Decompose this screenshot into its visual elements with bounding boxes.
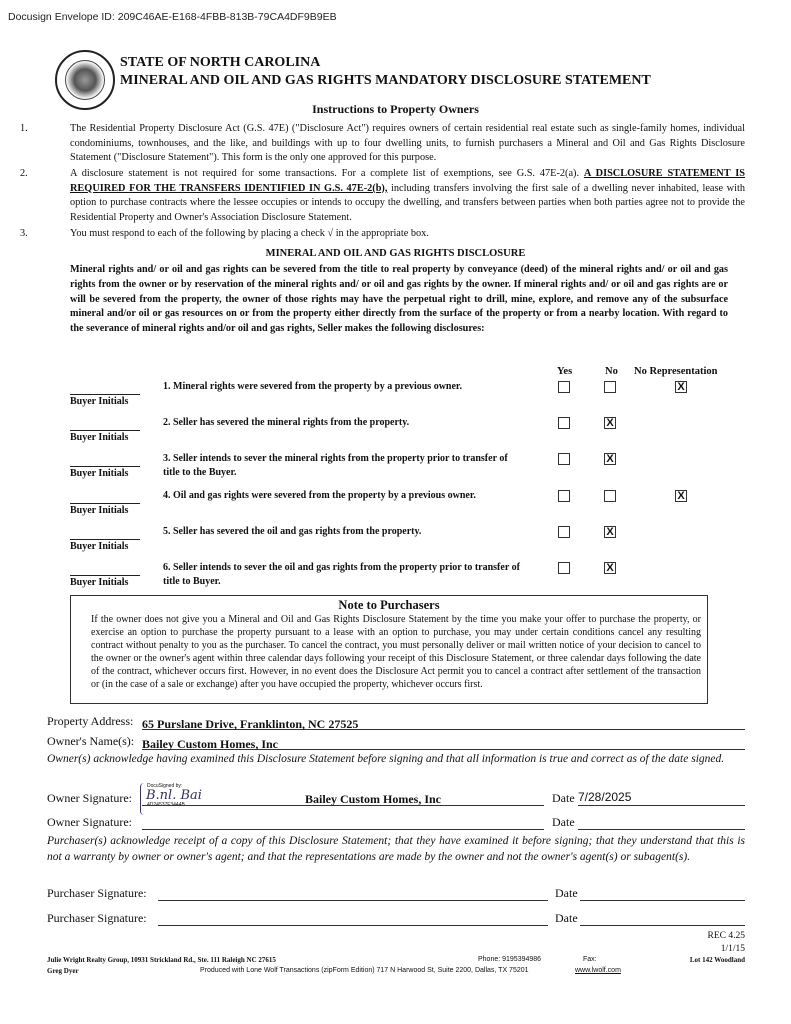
- instruction-1: 1. The Residential Property Disclosure Act (G.S. 47E) ("Disclosure Act") requires owners of certain residential real estate such as single-family homes, individual condominiums, townhouses, and the like, and buildings with up to four dwelling units, to furnish purchasers a Mineral and Oil and Gas Rights Disclosure Statement ("Disclosure Statement"). This form is the only one approved for this purpose.: [20, 123, 745, 164]
- owner-date-2-field[interactable]: [578, 815, 745, 830]
- footer-produced: Produced with Lone Wolf Transactions (zipForm Edition) 717 N Harwood St, Suite 2200, Dallas, TX 75201: [200, 967, 529, 974]
- checkbox-norep-4[interactable]: X: [675, 490, 687, 502]
- owner-signature-2-field[interactable]: [142, 815, 544, 830]
- buyer-initials-3[interactable]: Buyer Initials: [70, 466, 140, 479]
- instruction-3: 3. You must respond to each of the following by placing a check √ in the appropriate box.: [20, 228, 429, 239]
- date-label: Date: [552, 815, 575, 829]
- footer-link[interactable]: www.lwolf.com: [575, 967, 621, 974]
- checkbox-yes-1[interactable]: [558, 381, 570, 393]
- buyer-initials-2[interactable]: Buyer Initials: [70, 430, 140, 443]
- envelope-id: Docusign Envelope ID: 209C46AE-E168-4FBB-813B-79CA4DF9B9EB: [8, 11, 337, 23]
- buyer-initials-1[interactable]: Buyer Initials: [70, 394, 140, 407]
- col-yes: Yes: [557, 366, 573, 377]
- disclosure-title: MINERAL AND OIL AND GAS RIGHTS DISCLOSURE: [265, 248, 526, 259]
- checkbox-no-5[interactable]: X: [604, 526, 616, 538]
- checkbox-yes-5[interactable]: [558, 526, 570, 538]
- instructions-title: Instructions to Property Owners: [312, 102, 479, 116]
- note-text: If the owner does not give you a Mineral and Oil and Gas Rights Disclosure Statement by the time you make your offer to purchase the property, or exercise an option to purchase the property pursuant to a lease with an option to purchase, you may under certain conditions cancel any resulting contract without penalty to you as the purchaser. To cancel the contract, you must personally deliver or mail written notice of your decision to cancel to the owner or the owner's agent within three calendar days following your receipt of this Disclosure Statement, or three calendar days following the date of the contract, whichever occurs first. However, in no event does the Disclosure Act permit you to cancel a contract after settlement of the transaction or (in the case of a sale or exchange) after you have occupied the property, whichever occurs first.: [91, 614, 701, 690]
- purchaser-signature-label: Purchaser Signature:: [47, 886, 147, 900]
- owner-signature-2-label: Owner Signature:: [47, 815, 132, 829]
- address-label: Property Address:: [47, 714, 134, 728]
- checkbox-no-2[interactable]: X: [604, 417, 616, 429]
- question-6: 6. Seller intends to sever the oil and gas rights from the property prior to transfer of title to Buyer.: [163, 562, 520, 587]
- note-title: Note to Purchasers: [338, 598, 440, 612]
- checkbox-yes-3[interactable]: [558, 453, 570, 465]
- address-field[interactable]: 65 Purslane Drive, Franklinton, NC 27525: [142, 715, 745, 730]
- checkbox-yes-6[interactable]: [558, 562, 570, 574]
- checkbox-yes-4[interactable]: [558, 490, 570, 502]
- purchaser-acknowledgement: Purchaser(s) acknowledge receipt of a copy of this Disclosure Statement; that they have examined it before signing; that they understand that this is not a warranty by owner or owner's agent; and that the representations are made by the owner and not the owner's agent(s) or subagent(s).: [47, 835, 745, 863]
- question-2: 2. Seller has severed the mineral rights from the property.: [163, 417, 410, 428]
- footer-fax: Fax:: [583, 956, 597, 963]
- purchaser-signature-2-label: Purchaser Signature:: [47, 911, 147, 925]
- owner-name-field[interactable]: Bailey Custom Homes, Inc: [142, 735, 745, 750]
- form-number: REC 4.25 1/1/15: [707, 931, 745, 954]
- question-1: 1. Mineral rights were severed from the property by a previous owner.: [163, 381, 462, 392]
- note-to-purchasers: [70, 595, 708, 704]
- owner-date-field[interactable]: 7/28/2025: [578, 788, 745, 806]
- purchaser-signature-2-field[interactable]: [158, 911, 548, 926]
- owner-acknowledgement: Owner(s) acknowledge having examined this Disclosure Statement before signing and that all information is true and correct as of the date signed.: [47, 753, 725, 765]
- question-5: 5. Seller has severed the oil and gas rights from the property.: [163, 526, 422, 537]
- date-label: Date: [555, 886, 578, 900]
- footer-lot: Lot 142 Woodland: [689, 956, 745, 964]
- checkbox-no-6[interactable]: X: [604, 562, 616, 574]
- instruction-2: 2. A disclosure statement is not required for some transactions. For a complete list of exemptions, see G.S. 47E-2(a). A DISCLOSURE STATEMENT IS REQUIRED FOR THE TRANSFERS IDENTIFIED IN G.S. 47E-2(b), including transfers involving the first sale of a dwelling never inhabited, lease with option to purchase contracts where the lessee occupies or intends to occupy the dwelling, and transfers between parties when both parties agree not to provide the Residential Property and Owner's Association Disclosure Statement.: [20, 168, 745, 223]
- title-line-1: STATE OF NORTH CAROLINA: [120, 55, 321, 70]
- col-no-representation: No Representation: [634, 366, 718, 377]
- owner-signature-field[interactable]: Bailey Custom Homes, Inc: [142, 790, 544, 806]
- question-4: 4. Oil and gas rights were severed from the property by a previous owner.: [163, 490, 476, 501]
- disclosure-intro: Mineral rights and/ or oil and gas rights can be severed from the title to real property by conveyance (deed) of the mineral rights and/ or oil and gas rights from the owner or by reservation of the mineral rights and/ or oil and gas rights by the owner. If mineral rights and/ or oil and gas rights are or will be severed from the property, the owner of those rights may have the perpetual right to drill, mine, explore, and remove any of the subsurface mineral and/or oil or gas resources on or from the property either directly from the surface of the property or from a nearby location. With regard to the severance of mineral rights and/or oil and gas rights, Seller makes the following disclosures:: [70, 264, 728, 335]
- date-label: Date: [552, 791, 575, 805]
- owner-signature-label: Owner Signature:: [47, 791, 132, 805]
- purchaser-date-2-field[interactable]: [580, 911, 745, 926]
- question-3: 3. Seller intends to sever the mineral rights from the property prior to transfer of title to the Buyer.: [163, 453, 508, 478]
- footer-company: Julie Wright Realty Group, 10931 Strickland Rd., Ste. 111 Raleigh NC 27615: [47, 956, 276, 964]
- buyer-initials-4[interactable]: Buyer Initials: [70, 503, 140, 516]
- document-title: [120, 54, 651, 90]
- purchaser-date-field[interactable]: [580, 886, 745, 901]
- owner-name-label: Owner's Name(s):: [47, 734, 135, 748]
- footer-phone: Phone: 9195394986: [478, 956, 542, 963]
- footer-agent: Greg Dyer: [47, 967, 79, 975]
- checkbox-yes-2[interactable]: [558, 417, 570, 429]
- col-no: No: [605, 366, 618, 377]
- checkbox-no-4[interactable]: [604, 490, 616, 502]
- checkbox-no-1[interactable]: [604, 381, 616, 393]
- checkbox-no-3[interactable]: X: [604, 453, 616, 465]
- buyer-initials-6[interactable]: Buyer Initials: [70, 575, 140, 588]
- date-label: Date: [555, 911, 578, 925]
- checkbox-norep-1[interactable]: X: [675, 381, 687, 393]
- docusign-signature: DocuSigned by: B.nl. Bai 4D24537F3444B...: [140, 783, 240, 815]
- title-line-2: MINERAL AND OIL AND GAS RIGHTS MANDATORY DISCLOSURE STATEMENT: [120, 73, 651, 88]
- purchaser-signature-field[interactable]: [158, 886, 548, 901]
- buyer-initials-5[interactable]: Buyer Initials: [70, 539, 140, 552]
- state-seal-logo: [55, 50, 115, 110]
